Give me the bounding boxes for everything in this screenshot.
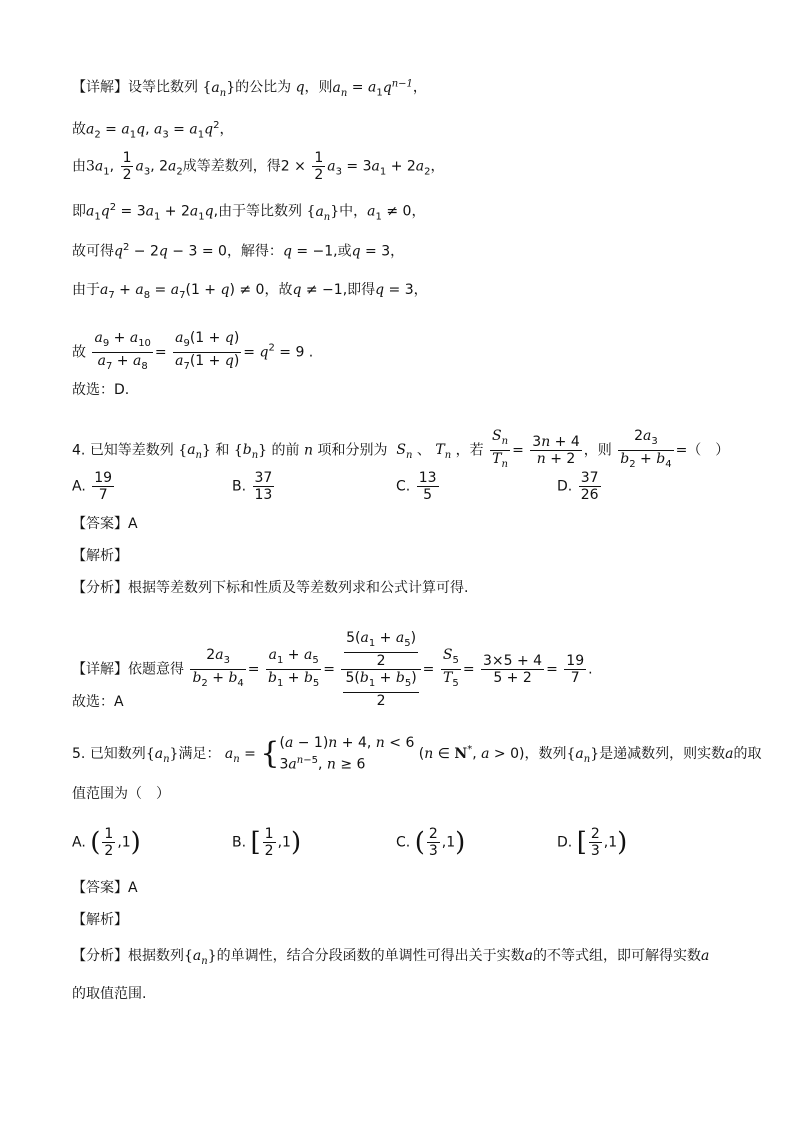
q4-option-a: A. $\frac{19}{7}$ [72,470,113,503]
q4-option-b: B. $\frac{37}{13}$ [232,470,273,503]
q3-detail-line3: 由$3a_1$, $\frac{1}{2}$ $a_3$, $2a_2$成等差数列，得2 × $\frac{1}{2}$ $a_3 = 3a_1 + 2a_2$， [72,150,445,183]
q5-option-b: B. [ $\frac{1}{2}$ ,1) [232,826,302,859]
q4-summary: 【分析】根据等差数列下标和性质及等差数列求和公式计算可得. [72,580,469,596]
q5-option-c: C. ( $\frac{2}{3}$ ,1) [396,826,466,859]
q3-detail-line2: 故$a_2 = a_1q$, $a_3 = a_1q^2$， [72,120,234,141]
q5-option-a: A. ( $\frac{1}{2}$ ,1) [72,826,141,859]
q4-analysis-tag: 【解析】 [72,548,128,564]
q4-detail: 【详解】依题意得 $\frac{2a_3}{b_2 + b_4}$ = $\frac{a_1 + a_5}{b_1 + b_5}$ = $\frac{\frac{5(a_1 + a_5)}{2}}{\frac{5(b_1 + b_5)}{2}}$ = $\frac{S_5}{T_5}$ = $\frac{3\times 5 + 4}{5 + 2}$ = $\frac{19}{7}$ . [72,630,593,709]
q4-option-c: C. $\frac{13}{5}$ [396,470,437,503]
q5-answer: 【答案】A [72,880,138,896]
q5-stem-cont: 值范围为（ ） [72,786,170,802]
q3-choice: 故选：D. [72,382,130,398]
q3-detail-line5: 故可得$q^2 - 2q - 3 = 0$，解得：q = −1,或q = 3， [72,242,405,260]
q5-analysis-tag: 【解析】 [72,912,128,928]
detail-tag: 【详解】 [72,79,128,96]
q5-option-d: D. [ $\frac{2}{3}$ ,1) [557,826,628,859]
q4-stem: 4. 已知等差数列 $\{a_n\}$ 和 $\{b_n\}$ 的前 n 项和分别为 $S_n$ 、 $T_n$ ，若 $\frac{S_n}{T_n}$ = $\frac{3n + 4}{n + 2}$ ，则 $\frac{2a_3}{b_2 + b_4}$ =（ ） [72,428,730,470]
q3-detail-line7: 故 $\frac{a_9 + a_{10}}{a_7 + a_8}$ = $\frac{a_9(1 + q)}{a_7(1 + q)}$ = $q^2 = 9$ . [72,330,314,372]
q3-detail-line6: 由于$a_7 + a_8 = a_7(1 + q) \ne 0$，故q ≠ −1,即得q = 3， [72,282,428,301]
q3-detail-line4: 即$a_1q^2 = 3a_1 + 2a_1q$,由于等比数列 $\{a_n\}$中，$a_1 \ne 0$， [72,202,426,223]
q3-detail-line1: 【详解】设等比数列 $\{a_n\}$的公比为 q，则$a_n = a_1q^{n-1}$， [72,78,427,99]
q5-summary-cont: 的取值范围. [72,986,147,1002]
q5-summary: 【分析】根据数列$\{a_n\}$的单调性，结合分段函数的单调性可得出关于实数a的不等式组，即可解得实数a [72,948,710,967]
q4-choice: 故选：A [72,694,124,710]
q4-answer: 【答案】A [72,516,138,532]
q4-option-d: D. $\frac{37}{26}$ [557,470,599,503]
q5-stem: 5. 已知数列$\{a_n\}$满足： $a_n$ = { (a − 1)n + 4, n < 6 $3a^{n-5}$, n ≥ 6 (n ∈ N*, a > 0)，数列$\{a_n\}$是递减数列，则实数a的取 [72,735,762,773]
